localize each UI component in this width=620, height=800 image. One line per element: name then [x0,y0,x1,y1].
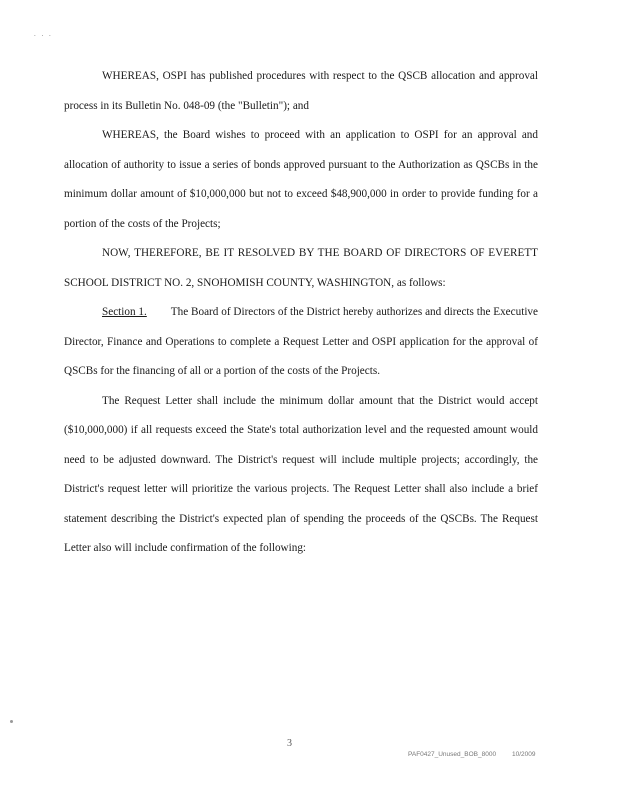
scan-speck [10,720,13,723]
section-1-body: The Board of Directors of the District hereby authorizes and directs the Executive Director, Finance and Operations to complete a Request Letter and OSPI application for the approval of QSCBs for the financing of all or a portion of the costs of the Projects. [64,306,538,377]
document-id: PAF0427_Unused_BOB_8000 [408,751,497,758]
corner-mark: . . . [34,30,53,38]
section-1-heading: Section 1. [102,306,147,318]
document-body [64,62,538,564]
paragraph-resolved: NOW, THEREFORE, BE IT RESOLVED BY THE BOARD OF DIRECTORS OF EVERETT SCHOOL DISTRICT NO. 2, SNOHOMISH COUNTY, WASHINGTON, as follows: [64,247,538,289]
paragraph-section-1 [64,298,538,387]
paragraph-whereas-ospi: WHEREAS, OSPI has published procedures with respect to the QSCB allocation and approval process in its Bulletin No. 048-09 (the "Bulletin"); and [64,70,538,112]
document-code: 10/2009 [512,751,536,758]
paragraph-request-letter: The Request Letter shall include the minimum dollar amount that the District would accept ($10,000,000) if all requests exceed the State's total authorization level and the requested amount would need to be adjusted downward. The District's request will include multiple projects; accordingly, the District's request letter will prioritize the various projects. The Request Letter shall also include a brief statement describing the District's expected plan of spending the proceeds of the QSCBs. The Request Letter also will include confirmation of the following: [64,394,538,554]
paragraph-whereas-board: WHEREAS, the Board wishes to proceed with an application to OSPI for an approval and allocation of authority to issue a series of bonds approved pursuant to the Authorization as QSCBs in the minimum dollar amount of $10,000,000 but not to exceed $48,900,000 in order to provide funding for a portion of the costs of the Projects; [64,129,538,230]
page-number: 3 [287,738,292,749]
